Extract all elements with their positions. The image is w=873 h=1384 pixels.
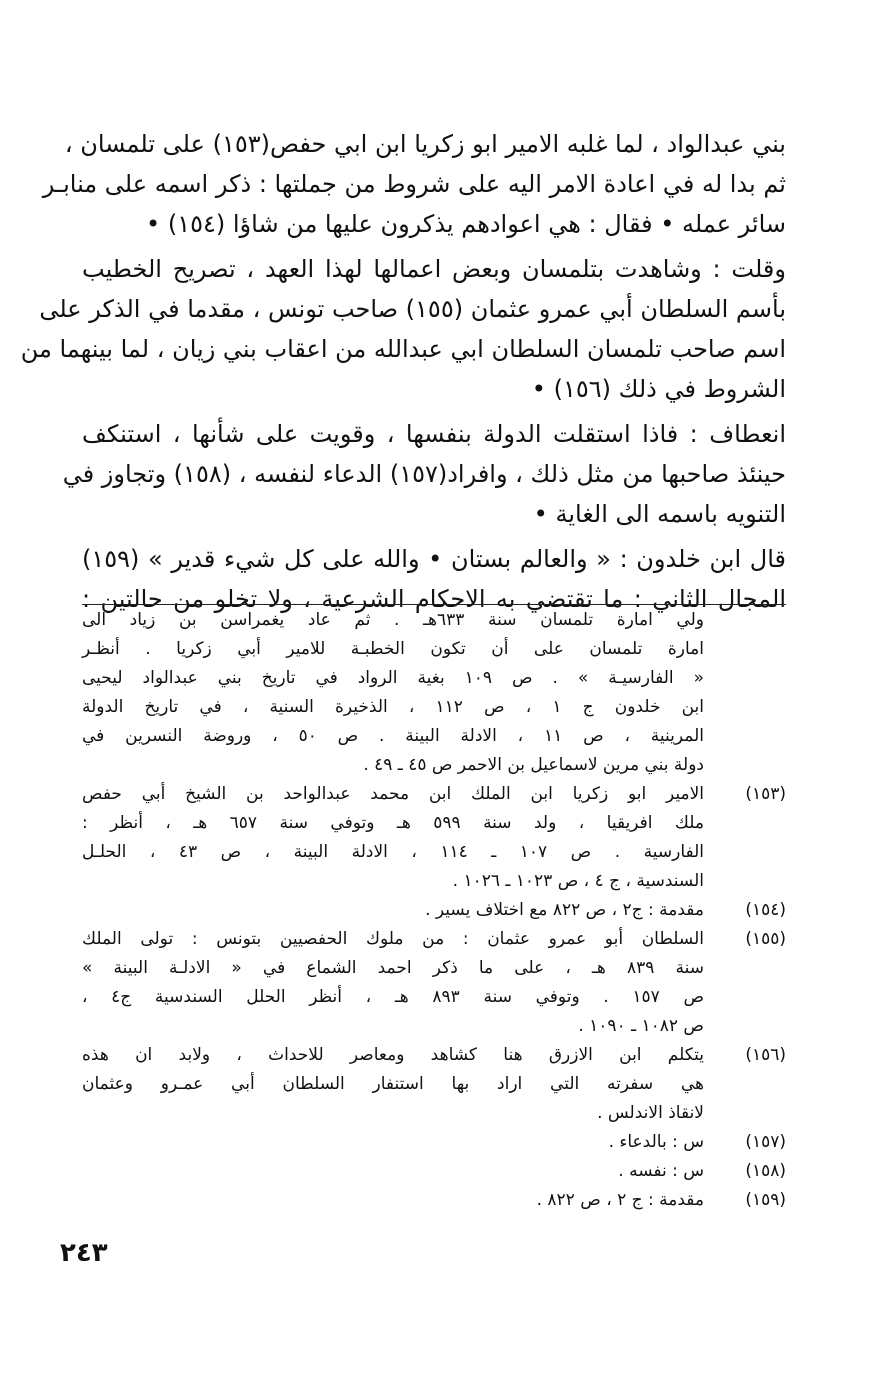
page-number: ٢٤٣ <box>60 1238 108 1268</box>
paragraph-3 <box>62 414 786 534</box>
text-line: سائر عمله • فقال : هي اعوادهم يذكرون عليها من شاؤا (١٥٤) • <box>146 210 786 238</box>
footnote-153 <box>82 780 786 896</box>
main-text <box>20 124 786 619</box>
text-line: ثم بدا له في اعادة الامر اليه على شروط من جملتها : ذكر اسمه على منابـر <box>42 170 786 198</box>
footnote-line: « الفارسيـة » . ص ١٠٩ بغية الرواد في تاريخ بني عبدالواد ليحيى <box>82 668 704 688</box>
footnote-line: س : نفسه . <box>618 1161 704 1181</box>
footnote-line: المرينية ، ص ١١ ، الادلة البينة . ص ٥٠ ، وروضة النسرين في <box>82 726 705 746</box>
footnote-157 <box>82 1128 786 1157</box>
footnote-number: (١٥٧) <box>745 1132 786 1152</box>
footnote-line: السلطان أبو عمرو عثمان : من ملوك الحفصيين بتونس : تولى الملك <box>82 929 704 949</box>
footnote-line: ص ١٥٧ . وتوفي سنة ٨٩٣ هـ ، أنظر الحلل السندسية ج٤ ، <box>82 987 704 1007</box>
footnote-line: لانقاذ الاندلس . <box>597 1103 704 1123</box>
text-line: قال ابن خلدون : « والعالم بستان • والله على كل شيء قدير » (١٥٩) <box>82 545 786 573</box>
footnote-line: مقدمة : ج٢ ، ص ٨٢٢ مع اختلاف يسير . <box>425 900 704 920</box>
footnote-line: امارة تلمسان على أن تكون الخطبـة للامير أبي زكريا . أنظـر <box>82 639 704 659</box>
text-line: بني عبدالواد ، لما غلبه الامير ابو زكريا ابن ابي حفص(١٥٣) على تلمسان ، <box>64 130 786 158</box>
footnote-continued <box>82 606 786 780</box>
text-line: وقلت : وشاهدت بتلمسان وبعض اعمالها لهذا العهد ، تصريح الخطيب <box>82 255 786 283</box>
footnote-line: السندسية ، ج ٤ ، ص ١٠٢٣ ـ ١٠٢٦ . <box>452 871 704 891</box>
footnote-158 <box>82 1157 786 1186</box>
footnote-number: (١٥٥) <box>745 929 786 949</box>
text-line: الشروط في ذلك (١٥٦) • <box>531 375 786 403</box>
footnote-156 <box>82 1041 786 1128</box>
footnote-separator <box>82 604 786 605</box>
footnote-line: سنة ٨٣٩ هـ ، على ما ذكر احمد الشماع في « الادلـة البينة » <box>82 958 704 978</box>
footnote-154 <box>82 896 786 925</box>
text-line: حينئذ صاحبها من مثل ذلك ، وافراد(١٥٧) الدعاء لنفسه ، (١٥٨) وتجاوز في <box>62 460 786 488</box>
footnote-line: هي سفرته التي اراد بها استنفار السلطان أبي عمـرو وعثمان <box>82 1074 704 1094</box>
footnote-line: مقدمة : ج ٢ ، ص ٨٢٢ . <box>536 1190 704 1210</box>
footnote-number: (١٥٤) <box>745 900 786 920</box>
footnote-line: ص ١٠٨٢ ـ ١٠٩٠ . <box>578 1016 704 1036</box>
footnote-number: (١٥٦) <box>745 1045 786 1065</box>
footnotes <box>82 606 786 1215</box>
text-line: اسم صاحب تلمسان السلطان ابي عبدالله من اعقاب بني زيان ، لما بينهما من <box>20 335 786 363</box>
footnote-line: الفارسية . ص ١٠٧ ـ ١١٤ ، الادلة البينة ، ص ٤٣ ، الحلـل <box>82 842 704 862</box>
footnote-line: يتكلم ابن الازرق هنا كشاهد ومعاصر للاحداث ، ولابد ان هذه <box>82 1045 704 1065</box>
footnote-number: (١٥٨) <box>745 1161 786 1181</box>
footnote-line: ابن خلدون ج ١ ، ص ١١٢ ، الذخيرة السنية ، في تاريخ الدولة <box>82 697 704 717</box>
footnote-number: (١٥٣) <box>745 784 786 804</box>
footnote-155 <box>82 925 786 1041</box>
footnote-line: ولي امارة تلمسان سنة ٦٣٣هـ . ثم عاد يغمراسن بن زياد الى <box>82 610 704 630</box>
footnote-line: دولة بني مرين لاسماعيل بن الاحمر ص ٤٥ ـ ٤٩ . <box>363 755 704 775</box>
footnote-line: الامير ابو زكريا ابن الملك ابن محمد عبدالواحد بن الشيخ أبي حفص <box>82 784 704 804</box>
text-line: انعطاف : فاذا استقلت الدولة بنفسها ، وقويت على شأنها ، استنكف <box>82 420 786 448</box>
footnote-number: (١٥٩) <box>745 1190 786 1210</box>
text-line: بأسم السلطان أبي عمرو عثمان (١٥٥) صاحب تونس ، مقدما في الذكر على <box>39 295 786 323</box>
footnote-line: س : بالدعاء . <box>608 1132 704 1152</box>
text-line: التنويه باسمه الى الغاية • <box>533 500 786 528</box>
paragraph-1 <box>42 124 786 244</box>
paragraph-2 <box>20 249 786 409</box>
footnote-line: ملك افريقيا ، ولد سنة ٥٩٩ هـ وتوفي سنة ٦٥٧ هـ ، أنظر : <box>82 813 704 833</box>
footnote-159 <box>82 1186 786 1215</box>
text-line: المجال الثاني : ما تقتضي به الاحكام الشرعية ، ولا تخلو من حالتين : <box>82 585 786 613</box>
